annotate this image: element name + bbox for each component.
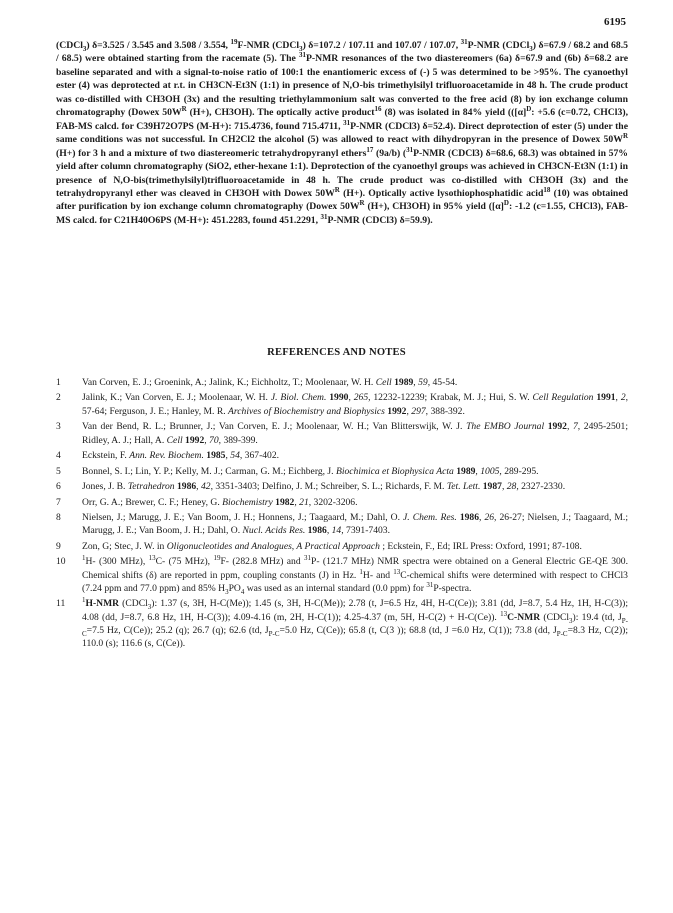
text-run: 31 <box>406 145 414 154</box>
text-run: 19 <box>230 37 238 46</box>
text-run: 13 <box>148 554 156 563</box>
text-run: ) δ=107.2 / 107.11 and 107.07 / 107.07, <box>302 40 461 51</box>
text-run: =7.5 Hz, C(Ce)); 25.2 (q); 26.7 (q); 62.6 (td, J <box>86 624 269 636</box>
text-run: P-NMR (CDCl <box>467 40 530 51</box>
text-run: Tet. Lett. <box>446 481 481 493</box>
reference-number: 11 <box>56 598 66 610</box>
reference-number: 1 <box>56 377 61 388</box>
text-run: H-NMR <box>85 598 120 610</box>
text-run: , 289-295. <box>499 465 539 477</box>
text-run: 1 <box>359 567 363 576</box>
text-run: 31 <box>320 212 328 221</box>
reference-text <box>82 496 628 509</box>
text-run: 7 <box>572 421 578 433</box>
text-run: 1 <box>82 554 86 563</box>
text-run: ): 19.4 (td, J <box>572 611 622 623</box>
text-run: D <box>503 199 509 208</box>
text-run: Bonnel, S. I.; Lin, Y. P.; Kelly, M. J.; Carman, G. M.; Eichberg, J. <box>82 465 336 477</box>
text-run: , <box>479 511 485 523</box>
text-run: P-NMR (CDCl3) δ=68.6, 68.3) was obtained in 57% yield after column chromatography (SiO2, ether-hexane 1:1). Deprotection of the cyanoethyl groups was achieved in CH3CN-Et3N (1:1) in presence of N,O-bis(trimethylsilyl)trifluoroacetamide in 48 h. The crude product was co-distilled with CH3OH (3x) and the tetrahydropyranyl ether was cleaved in CH3OH with Dowex 50W <box>56 147 628 199</box>
text-run: 59 <box>418 377 428 388</box>
text-run: , <box>406 405 412 417</box>
text-run: ) δ=3.525 / 3.545 and 3.508 / 3.554, <box>86 40 231 51</box>
text-run: 1986 <box>174 481 197 493</box>
text-run: Cell <box>375 377 392 388</box>
text-run: 3 <box>225 587 229 596</box>
reference-number: 9 <box>56 540 61 552</box>
text-run: 28 <box>506 481 517 493</box>
reference-item <box>56 597 628 650</box>
text-run: , 7391-7403. <box>341 525 390 537</box>
text-run: F- (282.8 MHz) and <box>220 556 305 568</box>
page-number: 6195 <box>604 16 626 28</box>
reference-text <box>82 597 628 650</box>
text-run: Nucl. Acids Res. <box>242 525 306 537</box>
text-run: 31 <box>343 118 351 127</box>
text-run: C-NMR <box>507 611 541 623</box>
text-run: , <box>413 377 419 388</box>
text-run: , <box>326 525 332 537</box>
text-run: ; Eckstein, F., Ed; IRL Press: Oxford, 1991; 87-108. <box>379 540 582 552</box>
text-run: 31 <box>426 580 434 589</box>
text-run: (H+), CH3OH). The optically active product <box>186 107 375 119</box>
reference-item <box>56 511 628 538</box>
text-run: 1986 <box>305 525 327 537</box>
text-run: 31 <box>304 554 312 563</box>
text-run: (10) was obtained after purification by ion exchange column chromatography (Dowex 50W <box>56 187 629 213</box>
text-run: 1005 <box>480 465 500 477</box>
text-run: 3 <box>529 44 533 53</box>
text-run: C-chemical shifts were determined with respect to CHCl3 (7.24 ppm and 77.0 ppm) and 85% H <box>82 569 628 594</box>
text-run: The EMBO Journal <box>466 421 545 433</box>
text-run: , 57-64; Ferguson, J. E.; Hanley, M. R. <box>82 392 629 417</box>
reference-item <box>56 449 628 462</box>
text-run: 1982 <box>272 496 295 508</box>
text-run: , <box>615 392 621 404</box>
reference-text <box>82 391 628 418</box>
text-run: PO <box>228 582 241 594</box>
references-list <box>56 376 628 653</box>
text-run: (CDCl <box>119 598 148 610</box>
text-run: 31 <box>460 37 468 46</box>
text-run: , <box>204 434 210 446</box>
text-run: 1989 <box>391 377 414 388</box>
text-run: 16 <box>374 105 382 114</box>
reference-number: 7 <box>56 496 61 508</box>
text-run: P-C <box>82 616 628 638</box>
text-run: , 2495-2501; Ridley, A. J.; Hall, A. <box>82 421 629 446</box>
reference-item <box>56 391 628 418</box>
text-run: 54 <box>230 450 240 462</box>
text-run: 2 <box>620 392 626 404</box>
text-run: 26 <box>484 511 495 523</box>
text-run: , 3351-3403; Delfino, J. M.; Schreiber, S. L.; Richards, F. M. <box>210 481 447 493</box>
reference-item <box>56 465 628 478</box>
text-run: , <box>475 465 481 477</box>
text-run: 17 <box>366 145 374 154</box>
text-run: (H+). Optically active lysothiophosphatidic acid <box>339 187 544 199</box>
text-run: , <box>348 392 354 404</box>
reference-text <box>82 420 628 447</box>
text-run: Orr, G. A.; Brewer, C. F.; Heney, G. <box>82 496 223 508</box>
text-run: P- (121.7 MHz) NMR spectra were obtained on a General Electric GE-QE 300. Chemical shifts (δ) are reported in ppm, coupling constants (J) in Hz. <box>82 556 628 581</box>
text-run: Eckstein, F. <box>82 450 130 462</box>
text-run: Jones, J. B. <box>82 481 128 493</box>
text-run: P-NMR (CDCl3) δ=59.9). <box>327 214 433 226</box>
text-run: 1986 <box>456 511 480 523</box>
reference-text <box>82 465 628 478</box>
text-run: R <box>622 131 628 140</box>
reference-item <box>56 540 628 553</box>
text-run: P-C <box>556 629 568 638</box>
text-run: , 389-399. <box>218 434 258 446</box>
text-run: , <box>566 421 573 433</box>
text-run: 1989 <box>453 465 476 477</box>
reference-text <box>82 540 628 553</box>
text-run: , 367-402. <box>239 450 280 462</box>
text-run: : +5.6 (c=0.72, CHCl3), FAB-MS calcd. for C39H72O7PS (M-H+): 715.4736, found 715.4711, <box>56 107 628 132</box>
text-run: Van der Bend, R. L.; Brunner, J.; Van Corven, E. J.; Moolenaar, W. H.; Van Blitterswijk, W. J. <box>82 421 467 433</box>
text-run: Jalink, K.; Van Corven, E. J.; Moolenaar, W. H. <box>82 392 271 404</box>
text-run: 18 <box>543 185 551 194</box>
text-run: ) δ=67.9 / 68.2 and 68.5 / 68.5) were obtained starting from the racemate (5). The <box>56 40 628 65</box>
text-run: 3 <box>299 44 303 53</box>
text-run: (CDCl <box>56 40 83 51</box>
text-run: (CDCl <box>540 611 570 623</box>
text-run: , <box>225 450 231 462</box>
text-run: 42 <box>200 481 211 493</box>
text-run: H- and <box>362 569 394 581</box>
text-run: H- (300 MHz), <box>85 556 149 568</box>
text-run: , 45-54. <box>427 377 458 388</box>
text-run: , 12232-12239; Krabak, M. J.; Hui, S. W. <box>368 392 533 404</box>
text-run: R <box>181 105 187 114</box>
text-run: , 26-27; Nielsen, J.; Taagaard, M.; Marugg, J. E.; Van Boom, J. H.; Dahl, O. <box>82 511 628 537</box>
text-run: 1991 <box>593 392 616 404</box>
text-run: (H+), CH3OH) in 95% yield ([α] <box>364 201 504 213</box>
reference-text <box>82 480 628 493</box>
text-run: was used as an internal standard (0.0 ppm) for <box>244 582 427 594</box>
reference-number: 2 <box>56 392 61 404</box>
text-run: Cell Regulation <box>532 392 594 404</box>
text-run: J. Chem. Res. <box>403 511 457 523</box>
text-run: 13 <box>393 567 401 576</box>
reference-item <box>56 420 628 447</box>
text-run: P-NMR resonances of the two diastereomers (6a) δ=67.9 and (6b) δ=68.2 are baseline separated and with a signal-to-noise ratio of 100:1 the enantiomeric excess of (-) 5 was determined to be >95%. The cyanoethyl ester (4) was deprotected at r.t. in CH3CN-Et3N (1:1) in presence of N,O-bis trimethylsilyl trifluoroacetamide in 48 h. The crude product was co-distilled with CH3OH (3x) and the resulting triethylammonium salt was converted to the free acid (8) by ion exchange column chromatography (Dowex 50W <box>56 53 628 119</box>
reference-item <box>56 496 628 509</box>
text-run: (8) was isolated in 84% yield (([α] <box>381 107 527 119</box>
text-run: 19 <box>213 554 221 563</box>
reference-number: 5 <box>56 465 61 477</box>
text-run: Nielsen, J.; Marugg, J. E.; Van Boom, J. H.; Honnens, J.; Taagaard, M.; Dahl, O. <box>82 511 404 523</box>
body-paragraph <box>56 39 628 227</box>
text-run: 3 <box>569 616 573 625</box>
text-run: 21 <box>299 496 309 508</box>
text-run: (9a/b) ( <box>373 147 407 159</box>
reference-item <box>56 480 628 493</box>
text-run: Ann. Rev. Biochem. <box>129 450 204 462</box>
text-run: Tetrahedron <box>127 481 175 493</box>
text-run: (H+) for 3 h and a mixture of two diastereomeric tetrahydropyranyl ethers <box>56 147 367 159</box>
text-run: F-NMR (CDCl <box>237 40 300 51</box>
text-run: R <box>334 185 340 194</box>
text-run: ): 1.37 (s, 3H, H-C(Me)); 1.45 (s, 3H, H-C(Me)); 2.78 (t, J=6.5 Hz, 4H, H-C(Ce)); 3.81 (dd, J=8.7, 5.4 Hz, 1H, H-C(3)); 4.08 (dd, J=8.7, 6.8 Hz, 1H, H-C(3)); 4.09-4.16 (m, 2H, H-C(1)); 4.25-4.37 (m, 5H, H-C(2) + H-C(Ce)). <box>82 598 628 623</box>
reference-text <box>82 511 628 538</box>
reference-text <box>82 555 628 595</box>
text-run: Zon, G; Stec, J. W. in <box>82 540 167 552</box>
text-run: , 3202-3206. <box>308 496 358 508</box>
text-run: P-spectra. <box>433 582 472 594</box>
reference-number: 3 <box>56 421 61 433</box>
reference-item <box>56 376 628 389</box>
reference-number: 8 <box>56 511 61 523</box>
reference-number: 6 <box>56 481 61 493</box>
text-run: P-NMR (CDCl3) δ=52.4). Direct deprotection of ester (5) under the same conditions was not successful. In CH2Cl2 the alcohol (5) was allowed to react with dihydropyran in the presence of Dowex 50W <box>56 120 628 146</box>
text-run: 3 <box>147 603 152 612</box>
reference-text <box>82 449 628 462</box>
text-run: J. Biol. Chem. <box>270 392 327 404</box>
reference-item <box>56 555 628 595</box>
text-run: 1992 <box>544 421 567 433</box>
text-run: 31 <box>298 51 306 60</box>
text-run: , <box>196 481 201 493</box>
text-run: 13 <box>500 609 508 618</box>
text-run: R <box>359 199 365 208</box>
text-run: 3 <box>82 44 87 53</box>
text-run: Archives of Biochemistry and Biophysics <box>228 405 385 417</box>
text-run: =5.0 Hz, C(Ce)); 65.8 (t, C(3 )); 68.8 (td, J =6.0 Hz, C(1)); 73.8 (dd, J <box>279 624 557 636</box>
text-run: 1987 <box>480 481 502 493</box>
text-run: 1 <box>82 596 86 605</box>
references-heading: REFERENCES AND NOTES <box>267 347 406 358</box>
text-run: Biochimica et Biophysica Acta <box>335 465 454 477</box>
text-run: , 388-392. <box>425 405 465 417</box>
text-run: , <box>294 496 300 508</box>
reference-text <box>82 376 628 389</box>
text-run: 70 <box>209 434 219 446</box>
text-run: Biochemistry <box>222 496 273 508</box>
text-run: 4 <box>240 587 245 596</box>
reference-number: 10 <box>56 556 66 568</box>
text-run: 14 <box>331 525 342 537</box>
text-run: 1990 <box>326 392 349 404</box>
text-run: D <box>526 105 532 114</box>
text-run: 265 <box>353 392 369 404</box>
text-run: 1992 <box>182 434 205 446</box>
text-run: Oligonucleotides and Analogues, A Practical Approach <box>166 540 380 552</box>
text-run: Cell <box>166 434 183 446</box>
text-run: =8.3 Hz, C(2)); 110.0 (s); 116.6 (s, C(Ce)). <box>82 624 628 650</box>
text-run: 1992 <box>384 405 407 417</box>
text-run: 1985 <box>203 450 226 462</box>
text-run: : -1.2 (c=1.55, CHCl3), FAB-MS calcd. for C21H40O6PS (M-H+): 451.2283, found 451.2291, <box>56 201 628 226</box>
text-run: , 2327-2330. <box>516 481 566 493</box>
text-run: Van Corven, E. J.; Groenink, A.; Jalink, K.; Eichholtz, T.; Moolenaar, W. H. <box>82 377 376 388</box>
text-run: 297 <box>411 405 426 417</box>
text-run: P-C <box>268 629 280 638</box>
text-run: , <box>501 481 507 493</box>
reference-number: 4 <box>56 450 61 462</box>
text-run: C- (75 MHz), <box>155 556 214 568</box>
